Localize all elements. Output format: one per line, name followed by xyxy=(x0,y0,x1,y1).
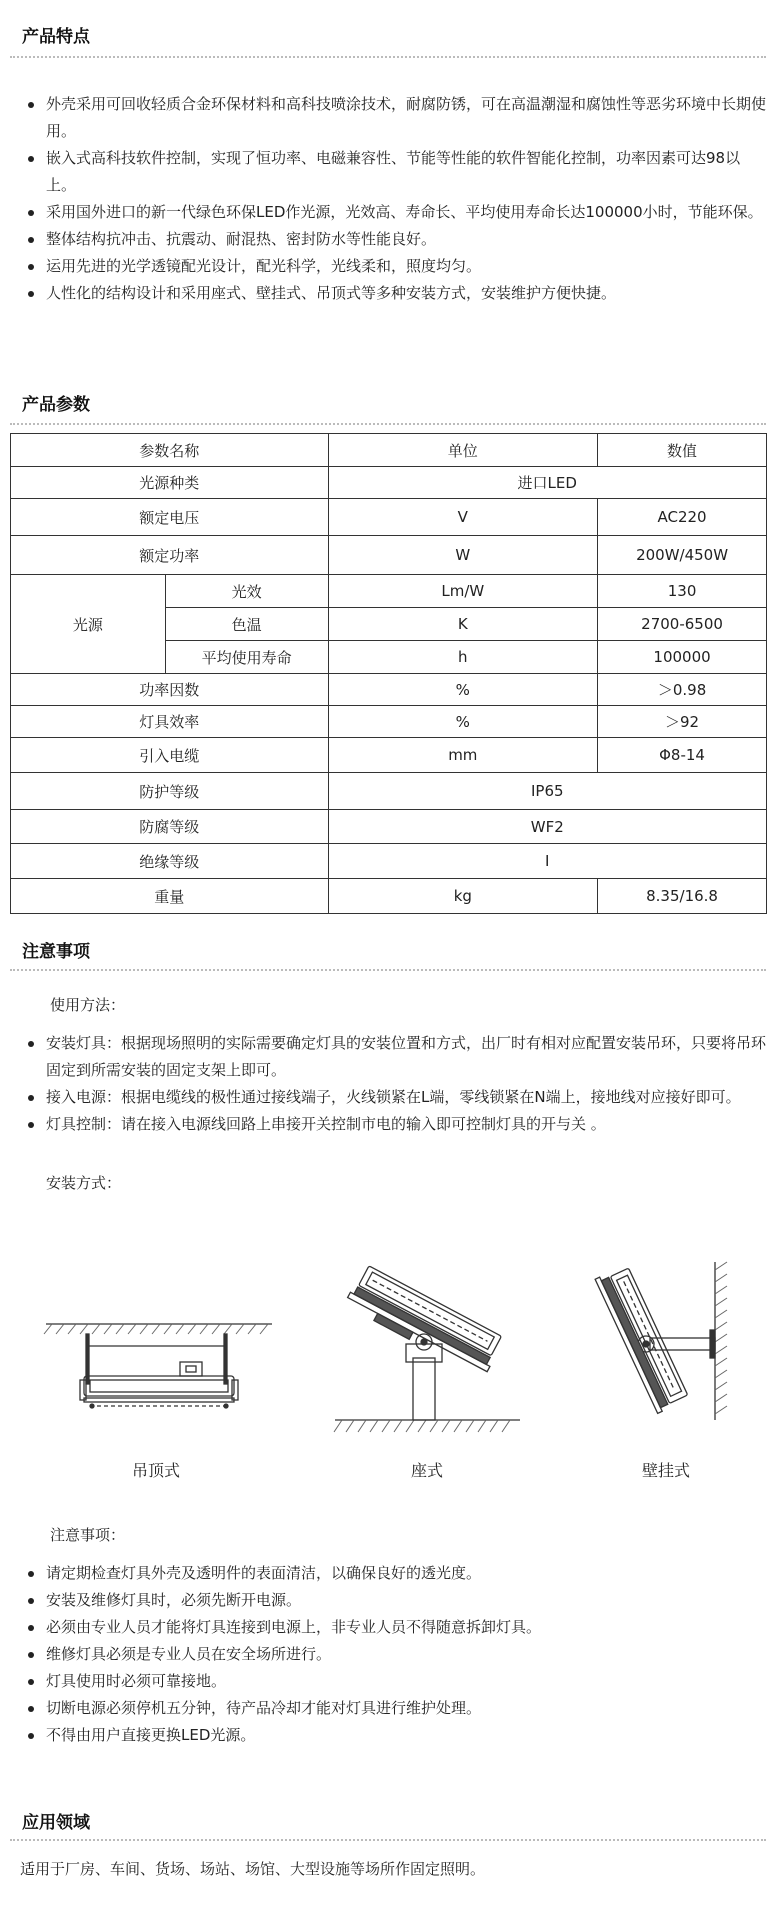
notes-title: 注意事项 xyxy=(22,942,90,962)
list-item: 必须由专业人员才能将灯具连接到电源上，非专业人员不得随意拆卸灯具。 xyxy=(26,1614,766,1641)
param-unit: kg xyxy=(328,879,598,914)
table-row xyxy=(11,575,767,608)
caption-floor: 座式 xyxy=(411,1461,444,1480)
list-item: 请定期检查灯具外壳及透明件的表面清洁，以确保良好的透光度。 xyxy=(26,1560,766,1587)
list-item: 安装灯具：根据现场照明的实际需要确定灯具的安装位置和方式，出厂时有相对应配置安装吊环，只要将吊环固定到所需安装的固定支架上即可。 xyxy=(26,1030,766,1084)
list-item: 整体结构抗冲击、抗震动、耐混热、密封防水等性能良好。 xyxy=(26,226,766,253)
list-item: 维修灯具必须是专业人员在安全场所进行。 xyxy=(26,1641,766,1668)
usage-list xyxy=(26,1030,766,1138)
features-title: 产品特点 xyxy=(22,27,90,47)
caution-list xyxy=(26,1560,766,1749)
param-unit: h xyxy=(328,641,598,674)
param-value: AC220 xyxy=(598,499,767,536)
param-value: 200W/450W xyxy=(598,536,767,575)
list-item: 接入电源：根据电缆线的极性通过接线端子，火线锁紧在L端，零线锁紧在N端上，接地线对应接好即可。 xyxy=(26,1084,766,1111)
table-row xyxy=(11,810,767,844)
application-text: 适用于厂房、车间、货场、场站、场馆、大型设施等场所作固定照明。 xyxy=(20,1860,486,1878)
param-value: I xyxy=(328,844,767,879)
param-name: 防护等级 xyxy=(11,773,329,810)
param-unit: V xyxy=(328,499,598,536)
header-name: 参数名称 xyxy=(11,434,329,467)
param-unit: K xyxy=(328,608,598,641)
divider xyxy=(10,969,766,971)
light-source-group: 光源 xyxy=(11,575,166,674)
param-name: 功率因数 xyxy=(11,674,329,706)
param-unit: % xyxy=(328,706,598,738)
param-name: 额定功率 xyxy=(11,536,329,575)
table-row xyxy=(11,706,767,738)
param-name: 光源种类 xyxy=(11,467,329,499)
param-value: 进口LED xyxy=(328,467,767,499)
list-item: 外壳采用可回收轻质合金环保材料和高科技喷涂技术，耐腐防锈，可在高温潮湿和腐蚀性等恶劣环境中长期使用。 xyxy=(26,91,766,145)
table-row xyxy=(11,499,767,536)
usage-label: 使用方法： xyxy=(50,996,126,1014)
param-value: WF2 xyxy=(328,810,767,844)
param-name: 引入电缆 xyxy=(11,738,329,773)
param-name: 光效 xyxy=(165,575,328,608)
param-name: 色温 xyxy=(165,608,328,641)
param-value: 8.35/16.8 xyxy=(598,879,767,914)
divider xyxy=(10,56,766,58)
table-row xyxy=(11,879,767,914)
list-item: 人性化的结构设计和采用座式、壁挂式、吊顶式等多种安装方式，安装维护方便快捷。 xyxy=(26,280,766,307)
caution-label: 注意事项： xyxy=(50,1526,126,1544)
table-row xyxy=(11,674,767,706)
list-item: 切断电源必须停机五分钟，待产品冷却才能对灯具进行维护处理。 xyxy=(26,1695,766,1722)
caption-ceiling: 吊顶式 xyxy=(132,1461,181,1480)
param-value: ＞0.98 xyxy=(598,674,767,706)
list-item: 不得由用户直接更换LED光源。 xyxy=(26,1722,766,1749)
table-row xyxy=(11,773,767,810)
list-item: 嵌入式高科技软件控制，实现了恒功率、电磁兼容性、节能等性能的软件智能化控制，功率因素可达98以上。 xyxy=(26,145,766,199)
list-item: 灯具控制：请在接入电源线回路上串接开关控制市电的输入即可控制灯具的开与关 。 xyxy=(26,1111,766,1138)
param-value: 2700-6500 xyxy=(598,608,767,641)
param-name: 灯具效率 xyxy=(11,706,329,738)
divider xyxy=(10,423,766,425)
table-row xyxy=(11,844,767,879)
application-title: 应用领域 xyxy=(22,1813,90,1833)
params-table xyxy=(10,433,767,914)
table-row xyxy=(11,467,767,499)
list-item: 安装及维修灯具时，必须先断开电源。 xyxy=(26,1587,766,1614)
wall-mount-illustration xyxy=(595,1262,727,1420)
params-title: 产品参数 xyxy=(22,395,90,415)
param-name: 重量 xyxy=(11,879,329,914)
list-item: 灯具使用时必须可靠接地。 xyxy=(26,1668,766,1695)
param-value: IP65 xyxy=(328,773,767,810)
table-row xyxy=(11,434,767,467)
table-row xyxy=(11,738,767,773)
param-unit: mm xyxy=(328,738,598,773)
features-list xyxy=(26,91,766,307)
param-name: 绝缘等级 xyxy=(11,844,329,879)
floor-mount-illustration xyxy=(334,1264,520,1432)
param-unit: W xyxy=(328,536,598,575)
param-value: ＞92 xyxy=(598,706,767,738)
table-row xyxy=(11,536,767,575)
list-item: 运用先进的光学透镜配光设计，配光科学，光线柔和，照度均匀。 xyxy=(26,253,766,280)
header-unit: 单位 xyxy=(328,434,598,467)
divider xyxy=(10,1839,766,1841)
param-name: 平均使用寿命 xyxy=(165,641,328,674)
header-value: 数值 xyxy=(598,434,767,467)
param-unit: Lm/W xyxy=(328,575,598,608)
ceiling-mount-illustration xyxy=(44,1324,272,1408)
param-unit: % xyxy=(328,674,598,706)
param-value: Φ8-14 xyxy=(598,738,767,773)
install-label: 安装方式： xyxy=(46,1174,122,1192)
param-name: 额定电压 xyxy=(11,499,329,536)
list-item: 采用国外进口的新一代绿色环保LED作光源，光效高、寿命长、平均使用寿命长达100000小时，节能环保。 xyxy=(26,199,766,226)
param-name: 防腐等级 xyxy=(11,810,329,844)
param-value: 100000 xyxy=(598,641,767,674)
caption-wall: 壁挂式 xyxy=(642,1461,691,1480)
param-value: 130 xyxy=(598,575,767,608)
